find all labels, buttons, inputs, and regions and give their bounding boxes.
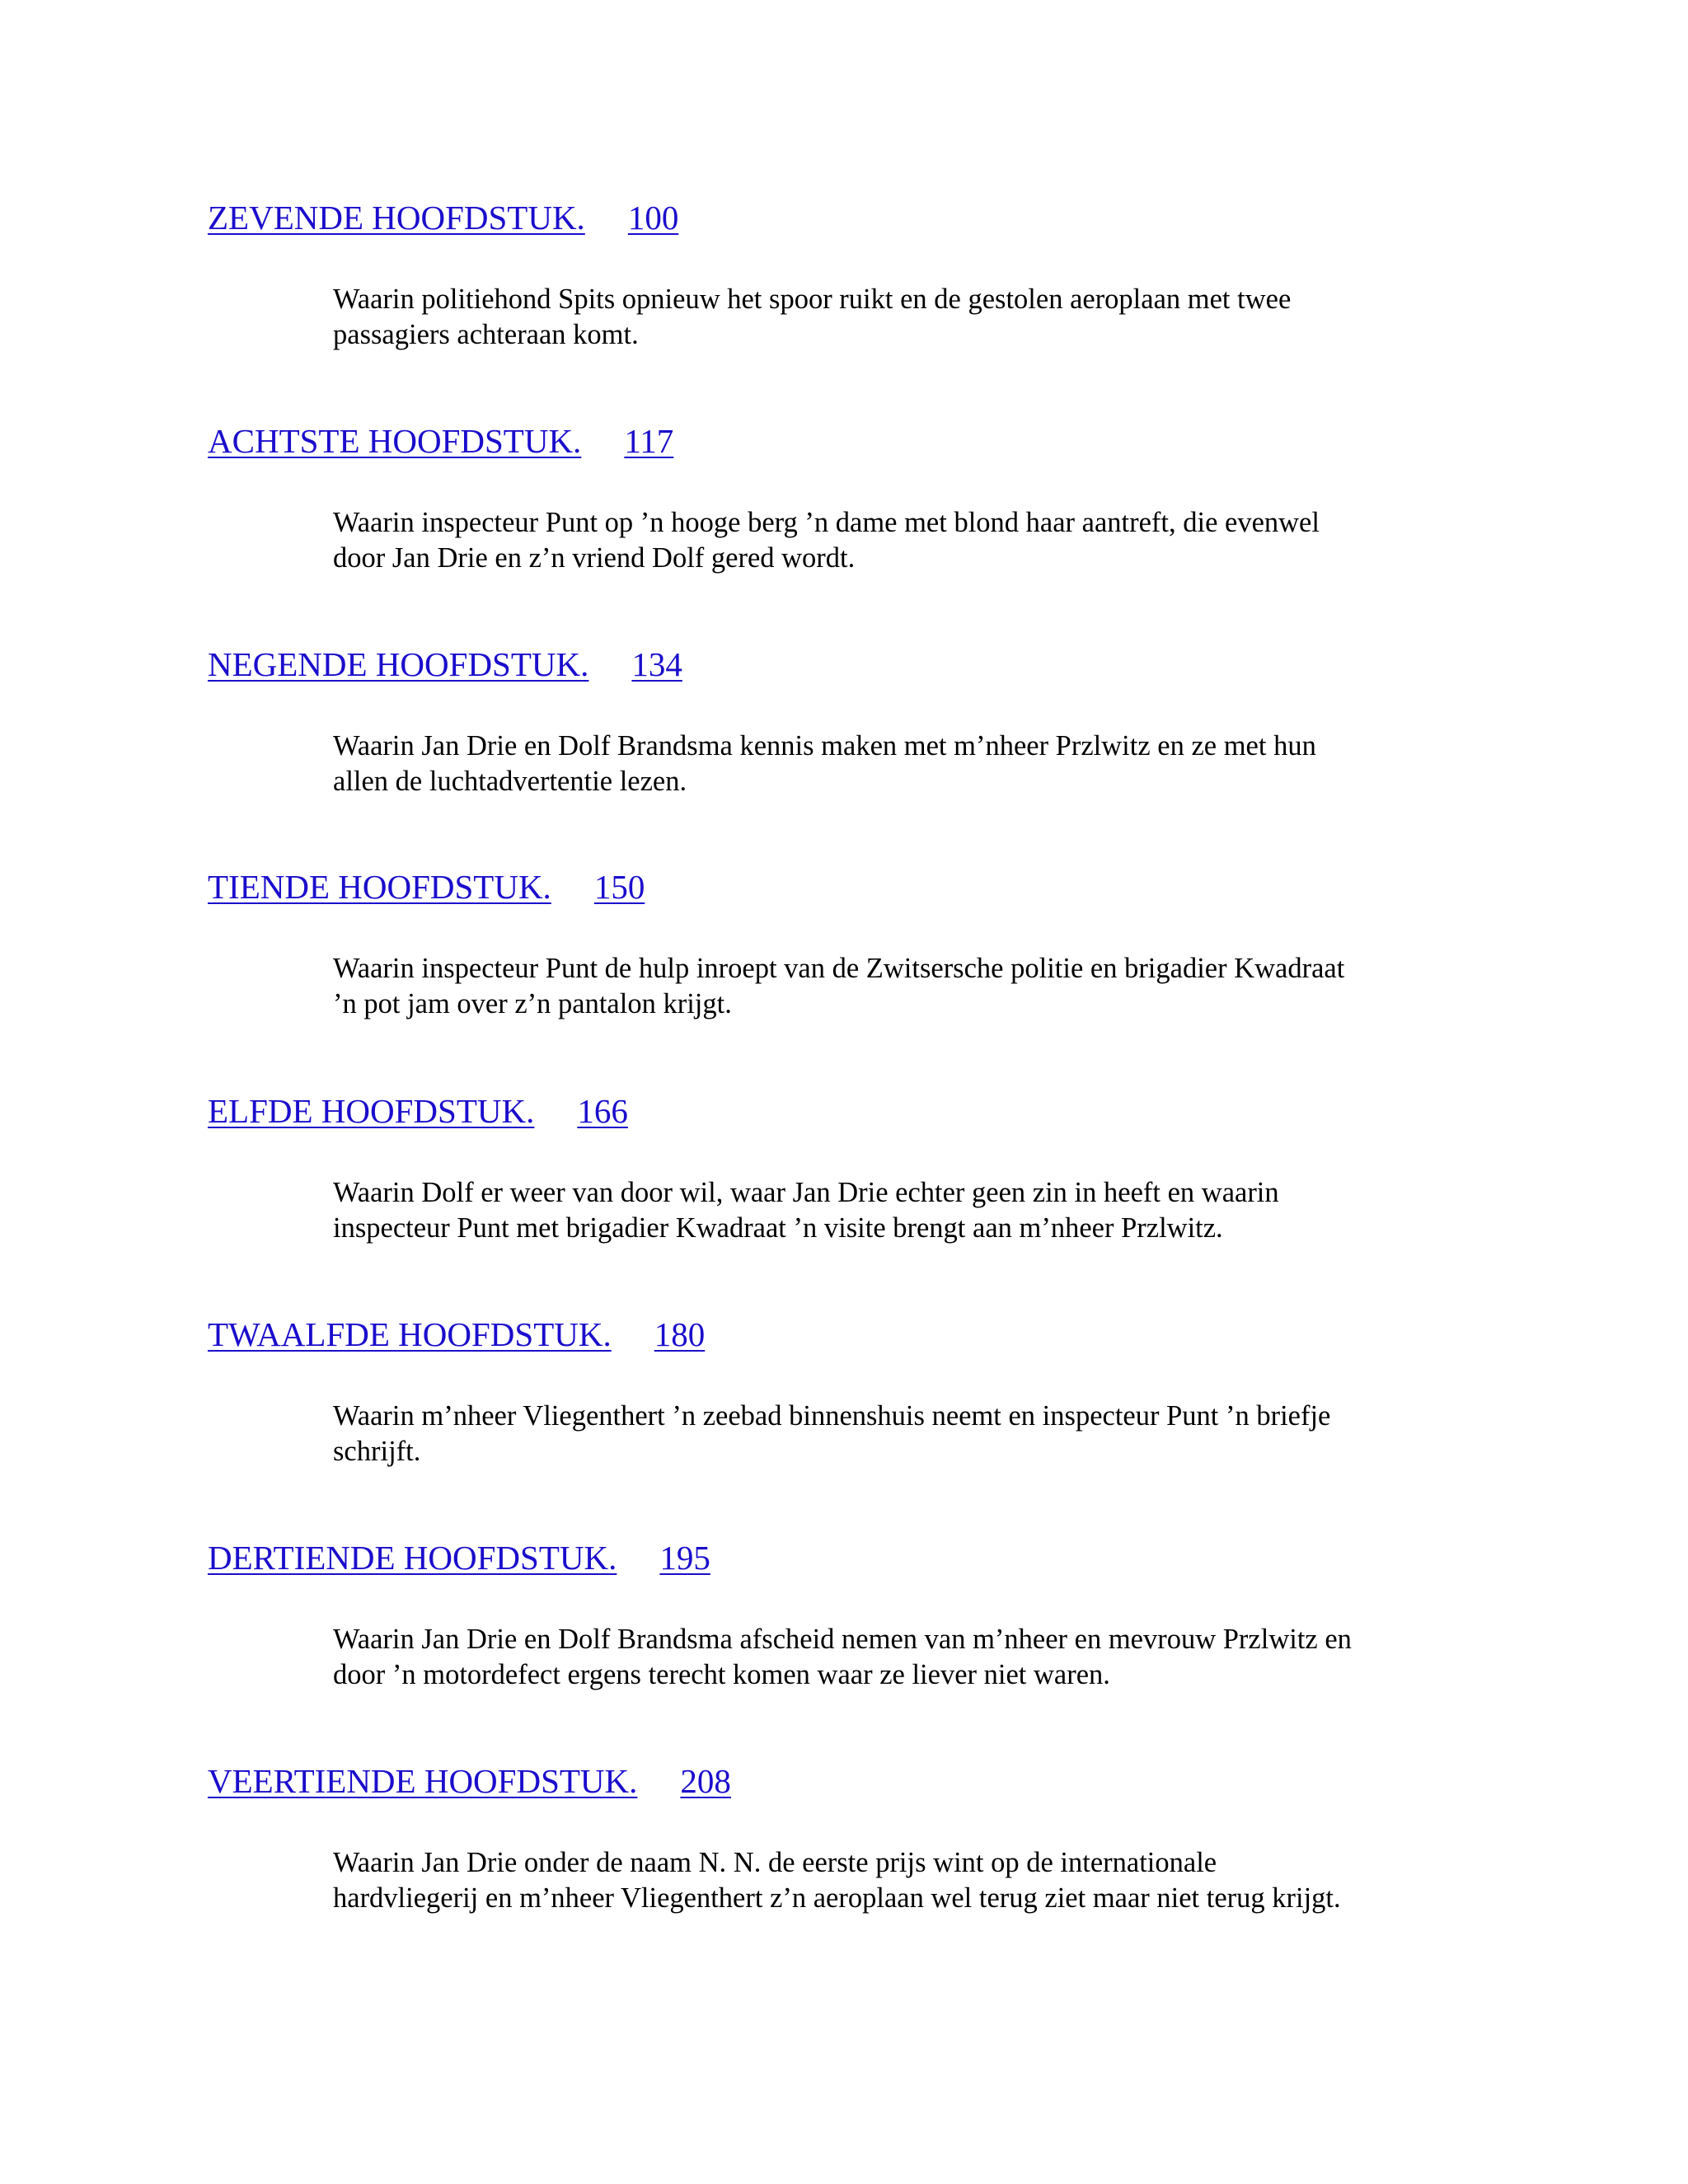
chapter-link[interactable]: NEGENDE HOOFDSTUK. [208, 645, 589, 683]
chapter-summary: Waarin Jan Drie onder de naam N. N. de eerste prijs wint op de internationale hardvliegerij en m’nheer Vliegenthert z’n aeroplaan wel terug ziet maar niet terug krijgt. [333, 1847, 1341, 1914]
toc-heading [208, 641, 682, 687]
chapter-link[interactable]: VEERTIENDE HOOFDSTUK. [208, 1762, 638, 1800]
chapter-link[interactable]: ELFDE HOOFDSTUK. [208, 1092, 535, 1130]
page-number-link[interactable]: 150 [593, 868, 645, 906]
chapter-summary: Waarin inspecteur Punt de hulp inroept van de Zwitsersche politie en brigadier Kwadraat ’n pot jam over z’n pantalon krijgt. [333, 953, 1345, 1019]
page-number-link[interactable]: 195 [659, 1539, 710, 1577]
chapter-summary: Waarin inspecteur Punt op ’n hooge berg ’n dame met blond haar aantreft, die evenwel door Jan Drie en z’n vriend Dolf gered wordt. [333, 507, 1320, 574]
chapter-summary: Waarin Jan Drie en Dolf Brandsma afscheid nemen van m’nheer en mevrouw Przlwitz en door ’n motordefect ergens terecht komen waar ze liever niet waren. [333, 1624, 1352, 1690]
toc-heading [208, 418, 673, 464]
toc-heading [208, 1311, 705, 1357]
toc-heading [208, 1088, 628, 1134]
page-number-link[interactable]: 166 [577, 1092, 628, 1130]
page-number-link[interactable]: 208 [680, 1762, 731, 1800]
page-number-link[interactable]: 117 [624, 422, 674, 460]
chapter-summary: Waarin Dolf er weer van door wil, waar Jan Drie echter geen zin in heeft en waarin inspecteur Punt met brigadier Kwadraat ’n visite brengt aan m’nheer Przlwitz. [333, 1177, 1279, 1244]
chapter-summary: Waarin m’nheer Vliegenthert ’n zeebad binnenshuis neemt en inspecteur Punt ’n briefje schrijft. [333, 1400, 1331, 1467]
toc-heading [208, 1758, 731, 1804]
chapter-link[interactable]: TWAALFDE HOOFDSTUK. [208, 1315, 612, 1353]
chapter-link[interactable]: ACHTSTE HOOFDSTUK. [208, 422, 582, 460]
toc-heading [208, 1535, 710, 1581]
chapter-summary: Waarin politiehond Spits opnieuw het spoor ruikt en de gestolen aeroplaan met twee passagiers achteraan komt. [333, 284, 1292, 350]
toc-heading [208, 194, 678, 241]
page-number-link[interactable]: 180 [654, 1315, 706, 1353]
page-number-link[interactable]: 134 [631, 645, 682, 683]
chapter-summary: Waarin Jan Drie en Dolf Brandsma kennis maken met m’nheer Przlwitz en ze met hun allen de luchtadvertentie lezen. [333, 730, 1316, 797]
page-number-link[interactable]: 100 [627, 199, 679, 237]
toc-heading [208, 864, 645, 910]
chapter-link[interactable]: DERTIENDE HOOFDSTUK. [208, 1539, 617, 1577]
chapter-link[interactable]: TIENDE HOOFDSTUK. [208, 868, 551, 906]
chapter-link[interactable]: ZEVENDE HOOFDSTUK. [208, 199, 585, 237]
